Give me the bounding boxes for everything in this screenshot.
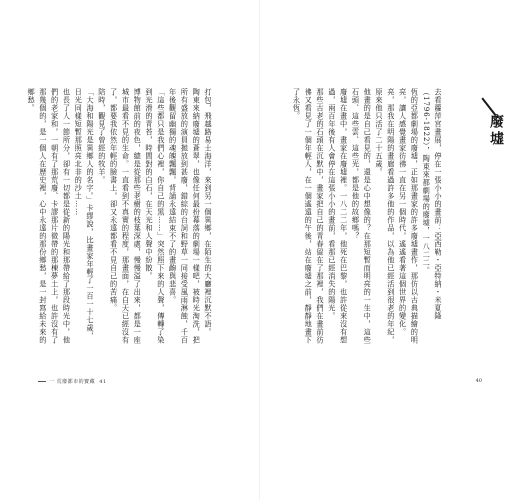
right-page-body-text: 去看蘿萍宮畫展，停在一張小小的畫前：亞西勒・亞特納・米夏隆（1796-1822），陶東來都劇場的廢墟，一八二二。 恆的亞都劇場的廢墟，正如那畫家的許多廢墟畫作，那仿以古典描繪的明亮，讓人感覺畫家彷彿一直在另一個時代，遙遙看著這個世界的變化。 亮，那我在明陽的畫廊看過許多他的作品，以為他已經活到很老的年紀，原來他只活了二十五歲。 他畫的是自己看見的，還是心中想像的？在那短暫而明亮的一生中，這些石頭、這些雲、這些光，都是他的故鄉嗎？ 廢墟在畫中，畫家在廢墟裡。一八二二年，他死在巴黎，也許從來沒有想過，兩百年後有人會停在這張小小的畫前，看那已經消失的陽光。 那些古老的石頭在沉默中，畫家把自己的青春留在了那裡，我們在畫前彷彿又看見了一個年輕人，在一個遙遠的午後，站在廢墟之前，靜靜地畫下了永恆。 [292,88,443,344]
left-page-body-text: 打包，飛越路易士海洋，來到另一個異鄉，在陌生的大廳裡沉默不語。 陶東來納廢墟的蒼翠，也像任何最扮幕落的劇場一樣吧，被時光淘洗，把所有盛放的演員拋放到甚廢，錯綜的台詞和野草一同接受風雨淋蝕，千百年後觀留幽獨的魂魄飄飄，背誦永遠結束不了的畫齣與悲喜。 「這些都只是我們心裡，你自己的黑……」突然照下來的人聲，傳轉了染到光滑的青苔，時間對的白石，在天光和人聲中紛散。 博物館前的夜色，總是從那些老樹的枝葉深處，慢慢溢了出來，都是一座城市最看不見的生命。一直看到不真實的程度，那畫面，在白天已經沒有了，都要我依然年輕的臉書上，卻又永遠都看不見自己的苦痛。 陪時，觀見了曾經的牧羊。 「大海和陽光是異鄉人的名字。」卡繆說，比畫家年輕了一百一十七歲， 日光同樣短暫那照亮北非的沙土…… 也長了人一節所分，卻有一切都是從新的陽光和那帶給了那段時光中，他們的老家和，一朝有了那荒廢、卡謬那片微帶的那棟夢土上，也許沒有了那幾個的，是一個人在歷史裡，心中永遠的那份鄉愁，是一封寫給未來的鄉愁。 [27,88,213,344]
left-page-number: 41 [99,379,107,385]
chapter-title: 廢墟 [488,114,504,148]
running-head: 一 荒廢都市的寶藏 [49,379,96,385]
right-page [260,0,520,500]
footer-rule [38,381,46,382]
right-page-number: 40 [475,378,482,384]
left-page-footer [38,378,107,385]
